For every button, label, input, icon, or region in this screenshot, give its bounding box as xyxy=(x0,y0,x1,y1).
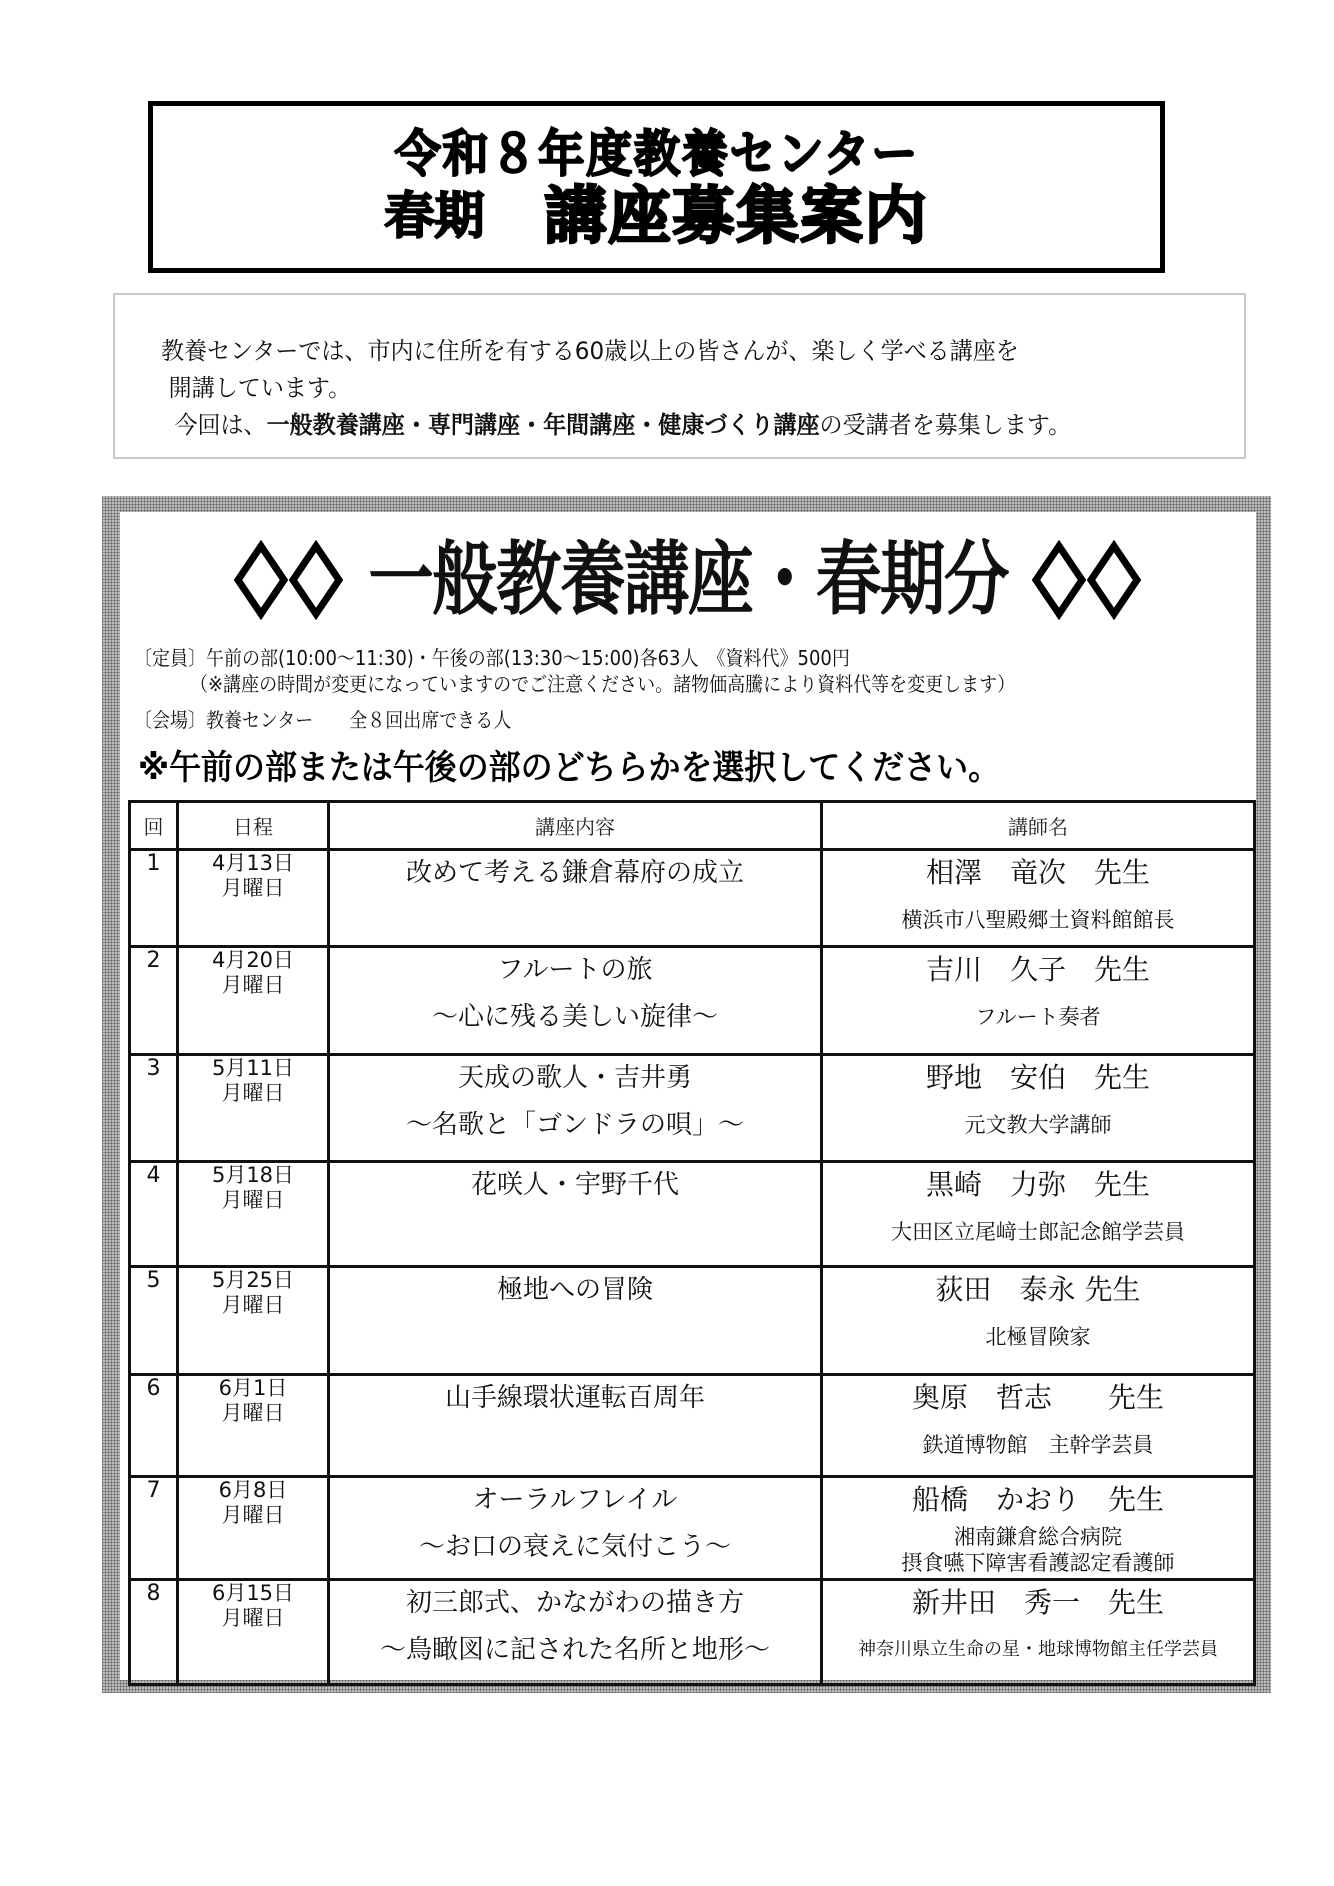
row-number: 8 xyxy=(130,1580,178,1685)
row-lecturer: 吉川 久子 先生 フルート奏者 xyxy=(822,947,1255,1055)
intro-line-1: 教養センターでは、市内に住所を有する60歳以上の皆さんが、楽しく学べる講座を xyxy=(161,337,1019,365)
row-topic: 改めて考える鎌倉幕府の成立 xyxy=(329,850,822,947)
row-lecturer: 相澤 竜次 先生 横浜市八聖殿郷土資料館館長 xyxy=(822,850,1255,947)
row-topic: 極地への冒険 xyxy=(329,1267,822,1375)
row-topic: 初三郎式、かながわの描き方 ～鳥瞰図に記された名所と地形～ xyxy=(329,1580,822,1685)
section-frame xyxy=(102,496,1271,1693)
session-notice: ※午前の部または午後の部のどちらかを選択してください。 xyxy=(138,748,1001,788)
table-row xyxy=(130,1267,1255,1375)
row-lecturer: 荻田 泰永 先生 北極冒険家 xyxy=(822,1267,1255,1375)
row-topic: 天成の歌人・吉井勇 ～名歌と「ゴンドラの唄」～ xyxy=(329,1055,822,1162)
row-number: 6 xyxy=(130,1375,178,1477)
table-row xyxy=(130,1580,1255,1685)
header-topic: 講座内容 xyxy=(329,802,822,850)
row-date: 5月18日 月曜日 xyxy=(178,1162,329,1267)
table-row xyxy=(130,947,1255,1055)
header-lecturer: 講師名 xyxy=(822,802,1255,850)
schedule-table xyxy=(128,800,1256,1686)
row-lecturer: 奥原 哲志 先生 鉄道博物館 主幹学芸員 xyxy=(822,1375,1255,1477)
row-lecturer: 新井田 秀一 先生 神奈川県立生命の星・地球博物館主任学芸員 xyxy=(822,1580,1255,1685)
row-number: 1 xyxy=(130,850,178,947)
intro-line-2: 開講しています。 xyxy=(168,374,352,402)
venue-info: 〔会場〕教養センター 全８回出席できる人 xyxy=(134,708,512,732)
row-number: 2 xyxy=(130,947,178,1055)
capacity-note: （※講座の時間が変更になっていますのでご注意ください。諸物価高騰により資料代等を変更します） xyxy=(190,672,1016,696)
diamond-icon xyxy=(234,540,344,620)
row-lecturer: 野地 安伯 先生 元文教大学講師 xyxy=(822,1055,1255,1162)
row-date: 5月11日 月曜日 xyxy=(178,1055,329,1162)
title-box xyxy=(148,101,1165,273)
row-date: 4月13日 月曜日 xyxy=(178,850,329,947)
row-date: 6月8日 月曜日 xyxy=(178,1477,329,1580)
table-row xyxy=(130,1477,1255,1580)
title-line-2 xyxy=(384,179,929,252)
row-number: 4 xyxy=(130,1162,178,1267)
row-date: 5月25日 月曜日 xyxy=(178,1267,329,1375)
title-main: 講座募集案内 xyxy=(544,179,929,252)
row-number: 3 xyxy=(130,1055,178,1162)
row-topic: オーラルフレイル ～お口の衰えに気付こう～ xyxy=(329,1477,822,1580)
table-row xyxy=(130,850,1255,947)
table-row xyxy=(130,1162,1255,1267)
diamond-icon xyxy=(1032,540,1142,620)
section-heading: 一般教養講座・春期分 xyxy=(368,533,1008,626)
row-topic: フルートの旅 ～心に残る美しい旋律～ xyxy=(329,947,822,1055)
title-season: 春期 xyxy=(384,187,485,245)
intro-box xyxy=(113,293,1246,459)
table-row xyxy=(130,1375,1255,1477)
row-number: 7 xyxy=(130,1477,178,1580)
row-number: 5 xyxy=(130,1267,178,1375)
row-date: 4月20日 月曜日 xyxy=(178,947,329,1055)
row-lecturer: 船橋 かおり 先生 湘南鎌倉総合病院 摂食嚥下障害看護認定看護師 xyxy=(822,1477,1255,1580)
header-no: 回 xyxy=(130,802,178,850)
header-date: 日程 xyxy=(178,802,329,850)
course-types: 一般教養講座・専門講座・年間講座・健康づくり講座 xyxy=(266,411,820,439)
intro-line-3: 今回は、一般教養講座・専門講座・年間講座・健康づくり講座の受講者を募集します。 xyxy=(174,411,1072,439)
row-topic: 花咲人・宇野千代 xyxy=(329,1162,822,1267)
section-title xyxy=(120,534,1256,626)
table-header-row xyxy=(130,802,1255,850)
row-lecturer: 黒崎 力弥 先生 大田区立尾﨑士郎記念館学芸員 xyxy=(822,1162,1255,1267)
title-line-1: 令和８年度教養センター xyxy=(394,125,919,183)
section-content xyxy=(120,512,1256,1680)
row-date: 6月1日 月曜日 xyxy=(178,1375,329,1477)
table-row xyxy=(130,1055,1255,1162)
capacity-info: 〔定員〕午前の部(10:00～11:30)・午後の部(13:30～15:00)各63人 《資料代》500円 xyxy=(134,646,850,670)
row-topic: 山手線環状運転百周年 xyxy=(329,1375,822,1477)
row-date: 6月15日 月曜日 xyxy=(178,1580,329,1685)
